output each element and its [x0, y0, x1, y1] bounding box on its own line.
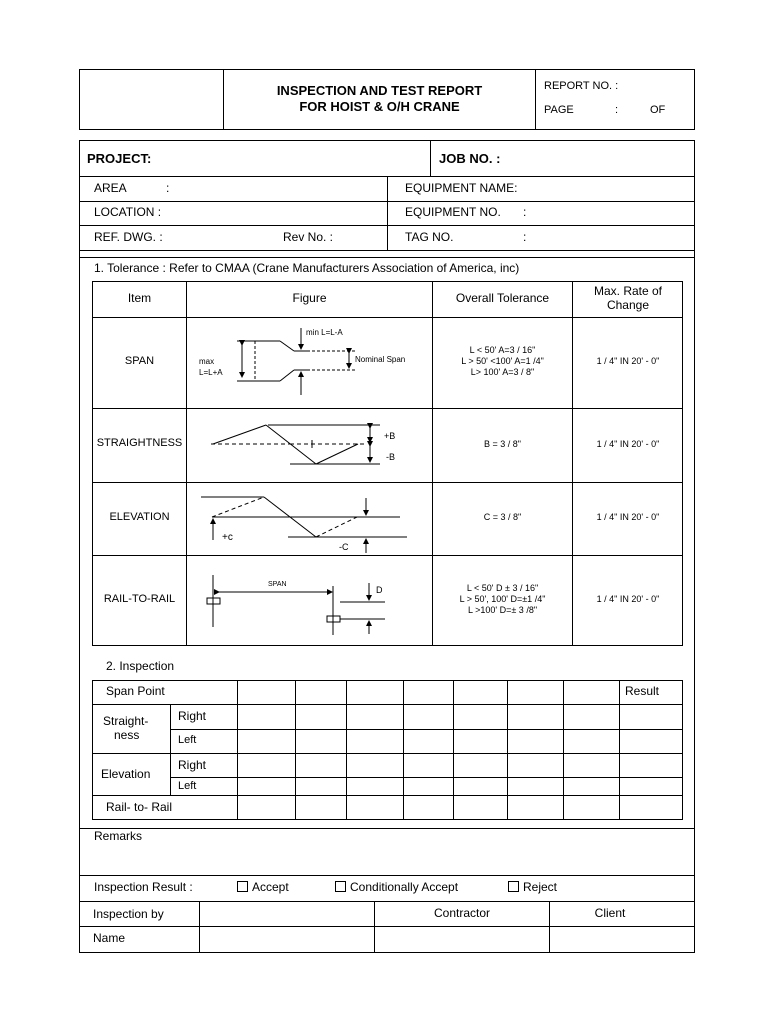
elevation-label: Elevation — [101, 767, 151, 781]
reject-label: Reject — [523, 880, 558, 894]
span-max-label-2: L=L+A — [199, 368, 223, 377]
span-figure — [237, 328, 357, 395]
rate-rail: 1 / 4" IN 20' - 0" — [596, 594, 660, 604]
straight-right-label: Right — [178, 709, 207, 723]
rail-to-rail-label: Rail- to- Rail — [106, 800, 173, 814]
reject-checkbox[interactable] — [508, 881, 519, 892]
col-item-header: Item — [127, 291, 152, 305]
insp-col-3 — [346, 680, 347, 820]
equipment-no-colon: : — [523, 205, 527, 219]
tol-elevation: C = 3 / 8" — [483, 512, 522, 522]
tol-straightness: B = 3 / 8" — [484, 439, 521, 449]
tol-rail-1: L < 50' D ± 3 / 16" — [466, 583, 539, 593]
rail-d-label: D — [376, 585, 383, 595]
of-label: OF — [650, 104, 666, 116]
straight-plus-b: +B — [384, 431, 396, 441]
inspection-table — [92, 680, 683, 820]
inspection-result-label: Inspection Result : — [94, 880, 193, 894]
tol-span-2: L > 50' <100' A=1 /4" — [461, 356, 544, 366]
straightness-figure — [211, 425, 380, 464]
equipment-no-label: EQUIPMENT NO. — [405, 205, 501, 219]
span-max-label-1: max — [199, 357, 215, 366]
straightness-label-2: ness — [114, 728, 140, 742]
tolerance-heading: 1. Tolerance : Refer to CMAA (Crane Manufacturers Association of America, inc) — [94, 261, 520, 275]
reject-option[interactable] — [508, 881, 557, 893]
insp-row-2 — [170, 729, 683, 730]
insp-col-5 — [453, 680, 454, 820]
item-elevation: ELEVATION — [109, 511, 170, 523]
sign-mid-line — [79, 926, 695, 927]
ref-dwg-label: REF. DWG. : — [94, 230, 163, 244]
elev-left-label: Left — [178, 780, 197, 792]
report-title-line2: FOR HOIST & O/H CRANE — [299, 99, 460, 114]
tol-span-1: L < 50' A=3 / 16" — [469, 345, 536, 355]
insp-col-sub — [170, 704, 171, 795]
page-label: PAGE — [544, 104, 574, 116]
rail-span-label: SPAN — [268, 581, 287, 588]
straight-minus-b: -B — [386, 452, 395, 462]
rail-to-rail-figure — [207, 575, 385, 635]
remarks-top-line — [79, 828, 695, 829]
straight-left-label: Left — [178, 734, 197, 746]
inspection-by-label: Inspection by — [93, 907, 164, 921]
report-no-label: REPORT NO. : — [544, 80, 619, 92]
rev-no-label: Rev No. : — [283, 230, 334, 244]
report-title-line1: INSPECTION AND TEST REPORT — [276, 83, 483, 98]
insp-col-2 — [295, 680, 296, 820]
tol-rail-3: L >100' D=± 3 /8" — [467, 605, 538, 615]
inspection-heading: 2. Inspection — [106, 659, 175, 673]
page-colon: : — [615, 104, 619, 116]
insp-col-8 — [619, 680, 620, 820]
tag-no-colon: : — [523, 230, 527, 244]
remarks-label: Remarks — [94, 829, 143, 843]
accept-label: Accept — [252, 880, 289, 894]
name-label: Name — [93, 931, 126, 945]
contractor-label: Contractor — [433, 906, 491, 920]
accept-option[interactable] — [237, 881, 289, 893]
job-no-label: JOB NO. : — [439, 151, 501, 166]
item-rail-to-rail: RAIL-TO-RAIL — [103, 593, 176, 605]
insp-row-1 — [92, 704, 683, 705]
rate-span: 1 / 4" IN 20' - 0" — [596, 356, 660, 366]
conditional-accept-label: Conditionally Accept — [350, 880, 459, 894]
item-span: SPAN — [124, 355, 155, 367]
result-top-line — [79, 875, 695, 876]
project-label: PROJECT: — [87, 151, 152, 166]
elev-minus-c: -C — [339, 542, 349, 552]
sign-top-line — [79, 901, 695, 902]
rate-elevation: 1 / 4" IN 20' - 0" — [596, 512, 660, 522]
elevation-figure — [201, 497, 407, 553]
conditional-accept-option[interactable] — [335, 881, 458, 893]
result-label: Result — [625, 684, 660, 698]
insp-row-4 — [170, 777, 683, 778]
span-nominal-label: Nominal Span — [355, 355, 406, 364]
insp-col-6 — [507, 680, 508, 820]
tol-span-3: L> 100' A=3 / 8" — [470, 367, 535, 377]
insp-row-5 — [92, 795, 683, 796]
col-overall-header: Overall Tolerance — [455, 291, 550, 305]
col-max-rate-header-1: Max. Rate of — [593, 284, 663, 298]
sign-bottom-line — [79, 952, 695, 953]
rate-straightness: 1 / 4" IN 20' - 0" — [596, 439, 660, 449]
span-min-label: min L=L-A — [306, 328, 343, 337]
area-label: AREA — [94, 181, 127, 195]
straightness-label-1: Straight- — [103, 714, 149, 728]
equipment-name-label: EQUIPMENT NAME: — [405, 181, 518, 195]
item-straightness: STRAIGHTNESS — [96, 437, 183, 449]
col-figure-header: Figure — [292, 291, 327, 305]
area-colon: : — [166, 181, 170, 195]
location-label: LOCATION : — [94, 205, 162, 219]
tag-no-label: TAG NO. — [405, 230, 454, 244]
elev-right-label: Right — [178, 758, 207, 772]
client-label: Client — [594, 906, 626, 920]
sign-col-1 — [199, 901, 200, 952]
conditional-accept-checkbox[interactable] — [335, 881, 346, 892]
col-max-rate-header-2: Change — [606, 298, 650, 312]
span-point-label: Span Point — [106, 684, 165, 698]
tol-rail-2: L > 50', 100' D=±1 /4" — [459, 594, 546, 604]
insp-col-7 — [563, 680, 564, 820]
accept-checkbox[interactable] — [237, 881, 248, 892]
insp-col-4 — [403, 680, 404, 820]
insp-col-1 — [237, 680, 238, 820]
elev-plus-c: +c — [222, 532, 233, 543]
insp-row-3 — [92, 753, 683, 754]
